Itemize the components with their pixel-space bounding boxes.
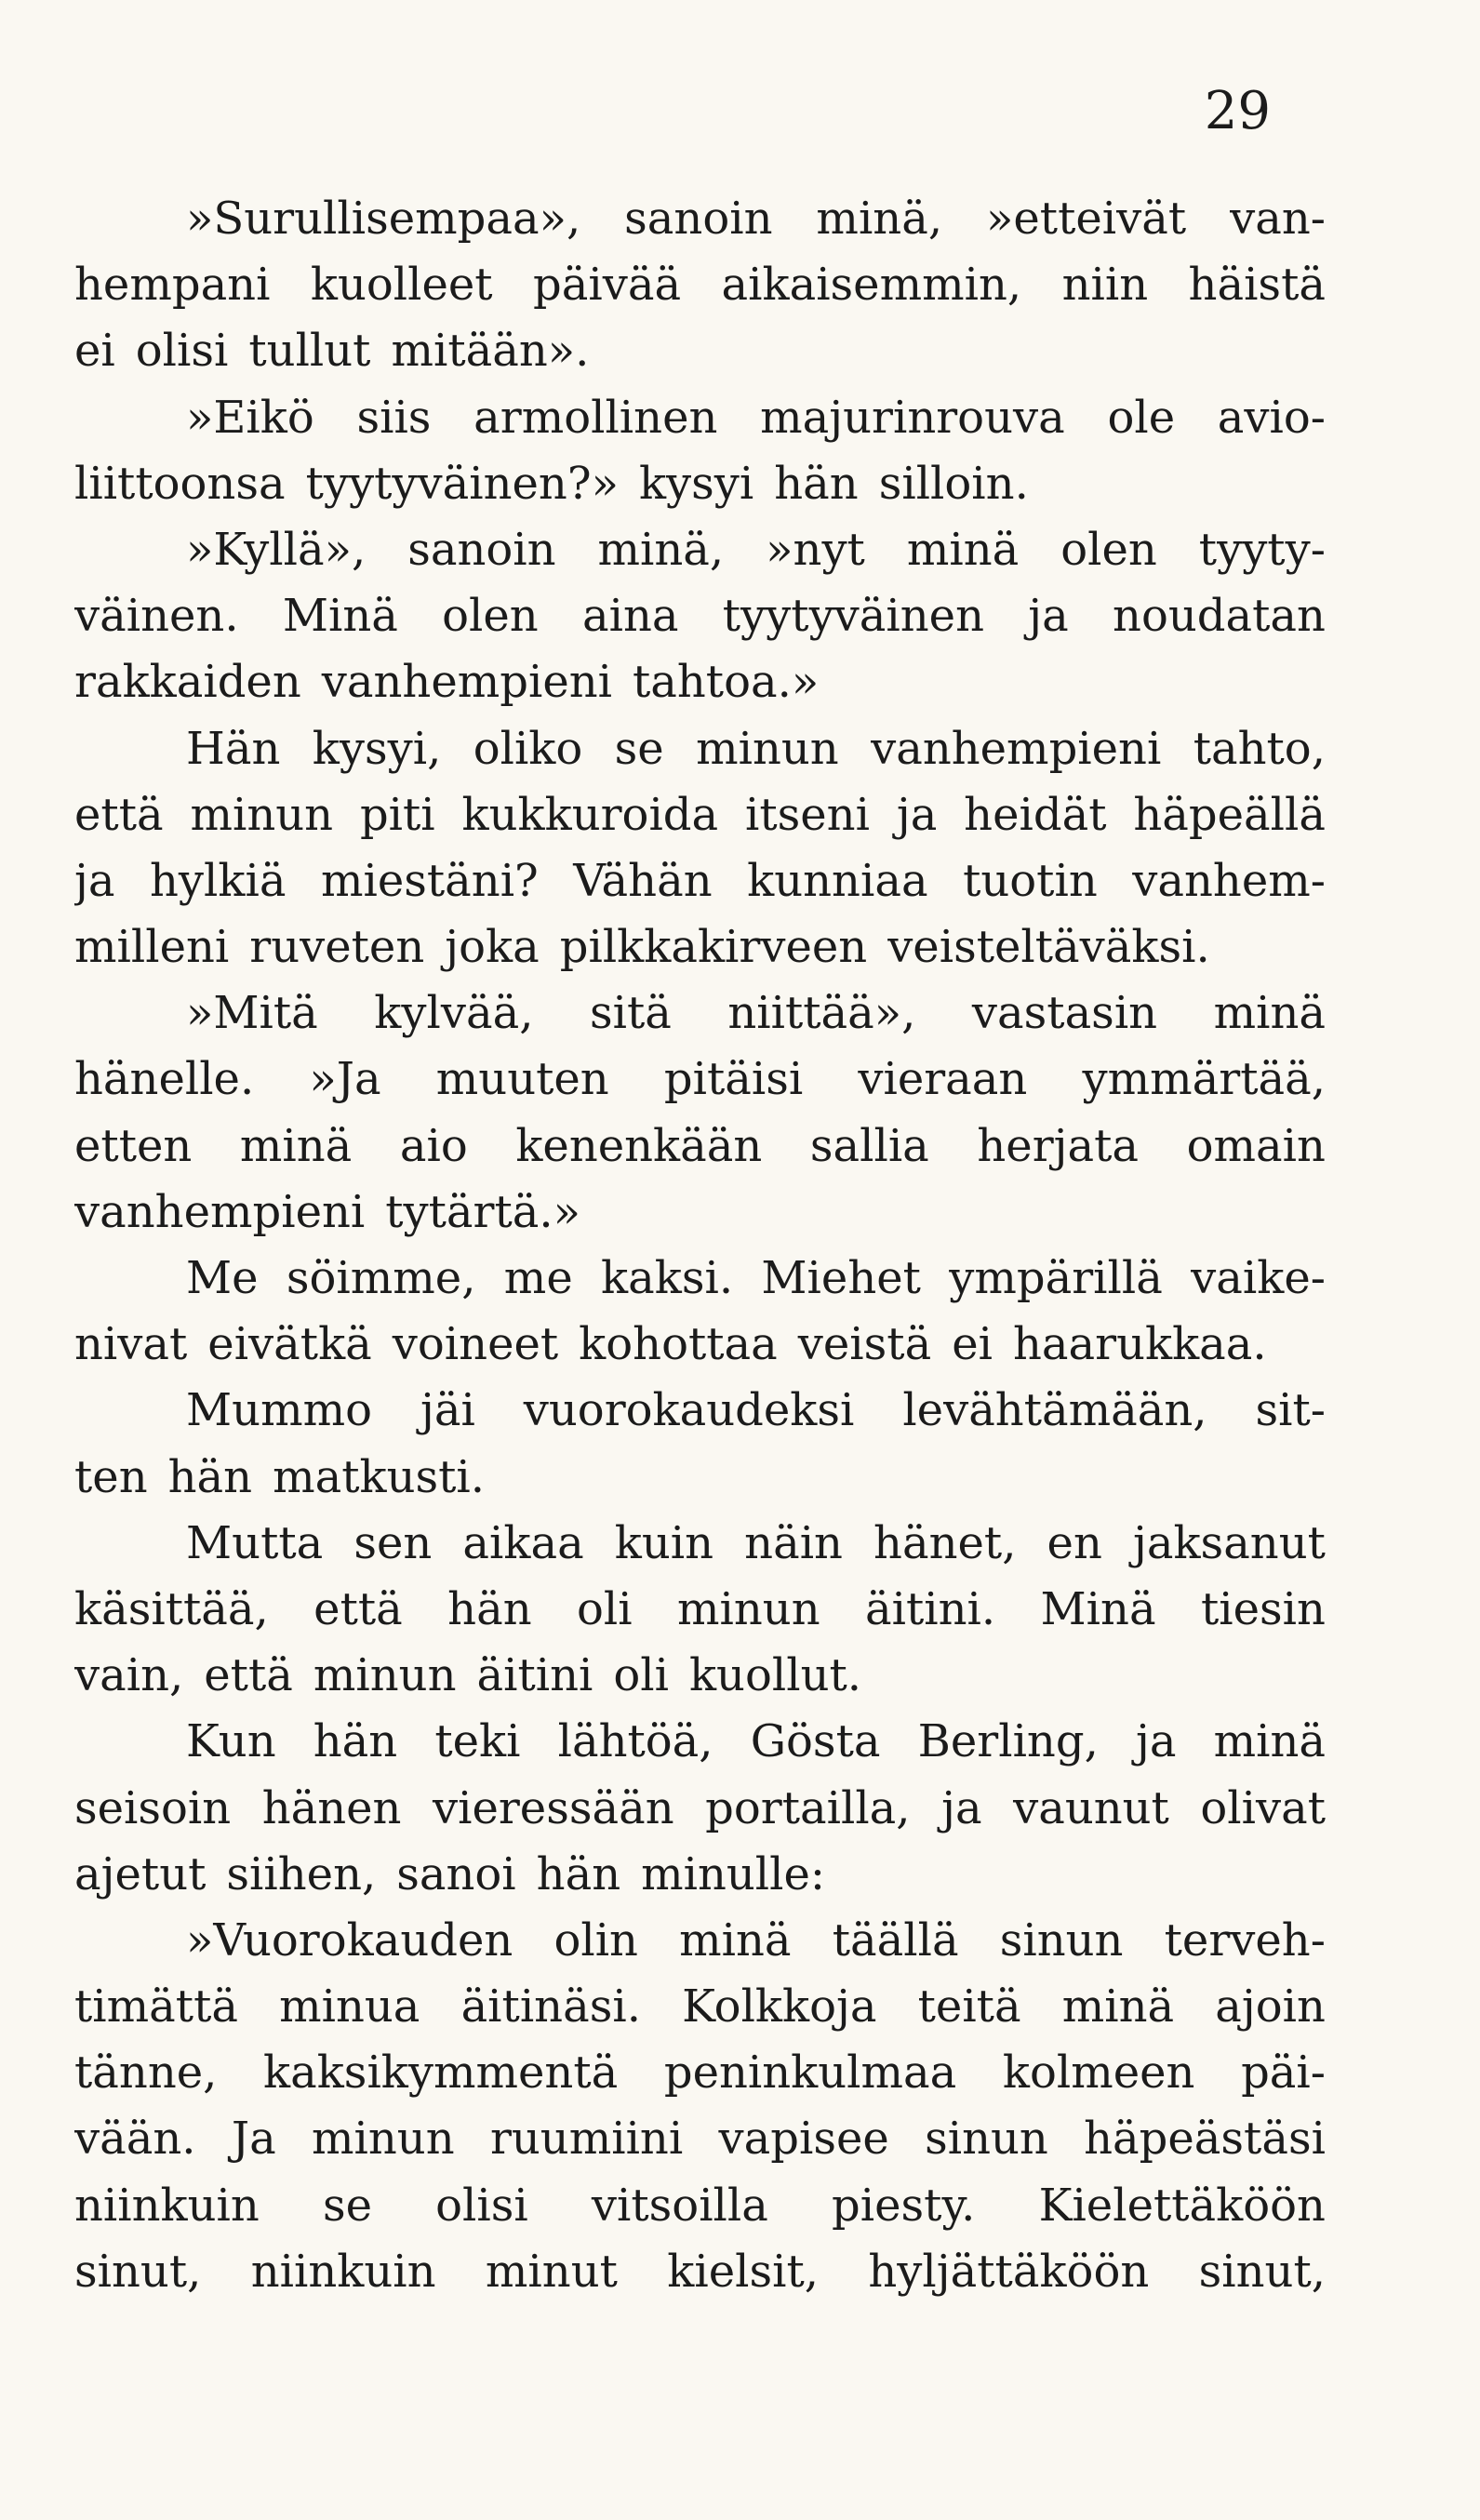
- word: heidät: [964, 788, 1107, 841]
- word: jaksanut: [1132, 1516, 1326, 1569]
- word: ei: [952, 1318, 993, 1371]
- word: minut: [485, 2245, 618, 2298]
- word: olivat: [1200, 1781, 1326, 1834]
- word: niittää»,: [727, 987, 916, 1040]
- word: minä: [239, 1119, 353, 1172]
- word: hän: [447, 1582, 532, 1635]
- word: päi-: [1241, 2047, 1326, 2100]
- text-line: [74, 252, 1326, 318]
- word: vaike-: [1191, 1252, 1326, 1304]
- word: Mutta: [186, 1516, 324, 1569]
- word: veisteltäväksi.: [887, 921, 1210, 974]
- text-line: [74, 1776, 1326, 1842]
- word: olen: [442, 590, 539, 643]
- text-line: [74, 782, 1326, 848]
- word: sen: [353, 1516, 433, 1569]
- word: oli: [577, 1582, 633, 1635]
- word: ja: [941, 1781, 982, 1834]
- word: piesty.: [832, 2179, 976, 2232]
- word: Me: [186, 1252, 259, 1304]
- word: äitinäsi.: [460, 1980, 641, 2033]
- word: tahto,: [1193, 722, 1326, 775]
- word: Hän: [186, 722, 281, 775]
- word: päivää: [533, 259, 682, 312]
- word: se: [322, 2179, 372, 2232]
- word: ruveten: [249, 921, 425, 974]
- text-line: [74, 1842, 1326, 1908]
- word: näin: [744, 1516, 843, 1569]
- word: tiesin: [1200, 1582, 1326, 1635]
- word: siis: [356, 391, 432, 444]
- text-line: [74, 583, 1326, 649]
- word: tahtoa.»: [632, 656, 820, 709]
- word: joka: [445, 921, 540, 974]
- word: aikaa: [462, 1516, 584, 1569]
- word: häpeästäsi: [1084, 2113, 1326, 2166]
- word: minä: [1213, 987, 1326, 1040]
- word: hyljättäköön: [868, 2245, 1150, 2298]
- text-line: [74, 186, 1326, 252]
- word: kuolleet: [310, 259, 493, 312]
- word: olisi: [435, 2179, 528, 2232]
- word: ymmärtää,: [1082, 1053, 1326, 1106]
- word: vanhempieni: [871, 722, 1162, 775]
- word: minä: [1061, 1980, 1175, 2033]
- word: ympärillä: [949, 1252, 1163, 1304]
- text-line: [74, 1445, 1326, 1511]
- word: piti: [359, 788, 435, 841]
- word: käsittää,: [74, 1582, 269, 1635]
- text-line: [74, 980, 1326, 1047]
- word: minun: [190, 788, 334, 841]
- word: omain: [1186, 1119, 1326, 1172]
- word: vapisee: [718, 2113, 889, 2166]
- word: olin: [553, 1913, 638, 1967]
- word: hänelle.: [74, 1053, 255, 1106]
- text-line: [74, 1378, 1326, 1444]
- word: oliko: [473, 722, 583, 775]
- word: kolmeen: [1002, 2047, 1195, 2100]
- text-line: [74, 1047, 1326, 1113]
- word: vuorokaudeksi: [523, 1384, 855, 1437]
- word: siihen,: [226, 1847, 377, 1900]
- word: että: [204, 1649, 293, 1702]
- word: äitini.: [865, 1582, 996, 1635]
- word: vanhem-: [1132, 854, 1326, 907]
- word: äitini: [476, 1649, 593, 1702]
- text-line: [74, 1113, 1326, 1180]
- word: kaksi.: [601, 1252, 734, 1304]
- word: milleni: [74, 921, 230, 974]
- word: ja: [74, 854, 115, 907]
- word: vain,: [74, 1649, 184, 1702]
- word: ajetut: [74, 1847, 207, 1900]
- word: kysyi,: [312, 722, 442, 775]
- word: lähtöä,: [557, 1715, 713, 1768]
- word: hänet,: [873, 1516, 1017, 1569]
- word: hänen: [261, 1781, 402, 1834]
- word: hän: [774, 457, 859, 510]
- word: vitsoilla: [591, 2179, 768, 2232]
- word: ja: [1028, 590, 1069, 643]
- word: peninkulmaa: [663, 2047, 957, 2100]
- word: sanoi: [396, 1847, 516, 1900]
- text-line: [74, 318, 1326, 384]
- word: kylvää,: [374, 987, 534, 1040]
- word: muuten: [435, 1053, 609, 1106]
- text-line: [74, 1577, 1326, 1643]
- word: sallia: [809, 1119, 929, 1172]
- text-line: [74, 716, 1326, 782]
- word: armollinen: [473, 391, 718, 444]
- word: että: [313, 1582, 403, 1635]
- word: että: [74, 788, 164, 841]
- word: sit-: [1255, 1384, 1326, 1437]
- word: eivätkä: [207, 1318, 372, 1371]
- word: söimme,: [286, 1252, 476, 1304]
- word: sinut,: [74, 2245, 202, 2298]
- word: haarukkaa.: [1012, 1318, 1267, 1371]
- word: Kielettäköön: [1038, 2179, 1326, 2232]
- word: niinkuin: [250, 2245, 436, 2298]
- word: sanoin: [624, 193, 773, 245]
- word: Vähän: [573, 854, 713, 907]
- word: kenenkään: [515, 1119, 763, 1172]
- word: mitään».: [391, 325, 590, 378]
- word: »Kyllä»,: [186, 523, 367, 576]
- word: oli: [613, 1649, 669, 1702]
- word: pilkkakirveen: [559, 921, 868, 974]
- word: timättä: [74, 1980, 238, 2033]
- word: hän: [313, 1715, 398, 1768]
- body-text: [74, 186, 1326, 2305]
- word: nivat: [74, 1318, 188, 1371]
- word: tyyty-: [1198, 523, 1326, 576]
- word: miestäni?: [320, 854, 539, 907]
- text-line: [74, 517, 1326, 583]
- word: pitäisi: [663, 1053, 804, 1106]
- word: itseni: [745, 788, 870, 841]
- word: ei: [74, 325, 115, 378]
- word: tyytyväinen: [722, 590, 984, 643]
- word: tullut: [248, 325, 371, 378]
- word: minulle:: [641, 1847, 826, 1900]
- text-line: [74, 914, 1326, 980]
- word: »Ja: [309, 1053, 381, 1106]
- text-line: [74, 1180, 1326, 1246]
- word: veistä: [797, 1318, 932, 1371]
- word: minä,: [597, 523, 725, 576]
- word: portailla,: [705, 1781, 911, 1834]
- word: ja: [1135, 1715, 1177, 1768]
- word: avio-: [1217, 391, 1326, 444]
- word: Minä: [1040, 1582, 1156, 1635]
- word: minun: [313, 1649, 457, 1702]
- word: ajoin: [1215, 1980, 1326, 2033]
- word: olen: [1060, 523, 1157, 576]
- word: »Mitä: [186, 987, 318, 1040]
- word: aio: [399, 1119, 468, 1172]
- word: »Vuorokauden: [186, 1913, 513, 1967]
- text-line: [74, 1643, 1326, 1709]
- word: häistä: [1188, 259, 1326, 312]
- word: Kolkkoja: [682, 1980, 877, 2033]
- word: ruumiini: [489, 2113, 684, 2166]
- word: »etteivät: [986, 193, 1187, 245]
- word: Miehet: [761, 1252, 921, 1304]
- text-line: [74, 848, 1326, 914]
- word: van-: [1230, 193, 1326, 245]
- word: kaksikymmentä: [263, 2047, 619, 2100]
- word: vaunut: [1013, 1781, 1169, 1834]
- word: väinen.: [74, 590, 239, 643]
- word: silloin.: [878, 457, 1029, 510]
- word: teki: [434, 1715, 521, 1768]
- word: olisi: [135, 325, 229, 378]
- word: tyytyväinen?»: [305, 457, 619, 510]
- word: voineet: [392, 1318, 559, 1371]
- word: aikaisemmin,: [721, 259, 1022, 312]
- word: niinkuin: [74, 2179, 260, 2232]
- text-line: [74, 451, 1326, 517]
- word: vastasin: [971, 987, 1158, 1040]
- word: Ja: [231, 2113, 276, 2166]
- word: rakkaiden: [74, 656, 301, 709]
- word: levähtämään,: [902, 1384, 1207, 1437]
- word: ole: [1107, 391, 1176, 444]
- word: »nyt: [766, 523, 865, 576]
- text-line: [74, 385, 1326, 451]
- word: niin: [1061, 259, 1149, 312]
- word: minun: [677, 1582, 820, 1635]
- word: minä: [1213, 1715, 1326, 1768]
- word: häpeällä: [1133, 788, 1326, 841]
- word: tytärtä.»: [385, 1185, 581, 1238]
- word: herjata: [977, 1119, 1140, 1172]
- word: minä,: [816, 193, 943, 245]
- word: Gösta: [750, 1715, 881, 1768]
- word: me: [503, 1252, 573, 1304]
- word: vään.: [74, 2113, 196, 2166]
- word: hempani: [74, 259, 271, 312]
- text-line: [74, 2239, 1326, 2305]
- word: vieressään: [432, 1781, 674, 1834]
- word: sitä: [589, 987, 672, 1040]
- word: aina: [581, 590, 679, 643]
- word: ten: [74, 1450, 148, 1503]
- text-line: [74, 1511, 1326, 1577]
- word: minun: [696, 722, 839, 775]
- text-line: [74, 2040, 1326, 2106]
- word: teitä: [917, 1980, 1021, 2033]
- word: sinun: [925, 2113, 1048, 2166]
- word: kuin: [614, 1516, 714, 1569]
- word: sinun: [999, 1913, 1124, 1967]
- word: sinut,: [1198, 2245, 1326, 2298]
- word: etten: [74, 1119, 193, 1172]
- word: vanhempieni: [321, 656, 612, 709]
- word: »Surullisempaa»,: [186, 193, 581, 245]
- word: täällä: [832, 1913, 959, 1967]
- word: tänne,: [74, 2047, 218, 2100]
- text-line: [74, 649, 1326, 715]
- word: majurinrouva: [760, 391, 1065, 444]
- word: minä: [679, 1913, 792, 1967]
- text-line: [74, 1908, 1326, 1974]
- text-line: [74, 2106, 1326, 2172]
- word: terveh-: [1164, 1913, 1326, 1967]
- text-line: [74, 1974, 1326, 2040]
- word: »Eikö: [186, 391, 314, 444]
- word: ja: [896, 788, 938, 841]
- word: Kun: [186, 1715, 276, 1768]
- word: se: [614, 722, 664, 775]
- text-line: [74, 1246, 1326, 1312]
- word: kohottaa: [579, 1318, 778, 1371]
- word: kukkuroida: [461, 788, 719, 841]
- text-line: [74, 1312, 1326, 1378]
- word: Mummo: [186, 1384, 372, 1437]
- text-line: [74, 2173, 1326, 2239]
- word: hän: [167, 1450, 253, 1503]
- word: jäi: [420, 1384, 475, 1437]
- word: Minä: [282, 590, 398, 643]
- word: seisoin: [74, 1781, 232, 1834]
- word: hylkiä: [150, 854, 287, 907]
- word: minä: [906, 523, 1020, 576]
- word: kuollut.: [688, 1649, 862, 1702]
- word: vanhempieni: [74, 1185, 366, 1238]
- word: minun: [312, 2113, 455, 2166]
- word: sanoin: [407, 523, 556, 576]
- word: kielsit,: [667, 2245, 819, 2298]
- word: tuotin: [963, 854, 1098, 907]
- word: liittoonsa: [74, 457, 286, 510]
- word: en: [1047, 1516, 1102, 1569]
- word: minua: [279, 1980, 420, 2033]
- word: kunniaa: [747, 854, 928, 907]
- word: vieraan: [858, 1053, 1028, 1106]
- text-line: [74, 1709, 1326, 1775]
- word: hän: [536, 1847, 621, 1900]
- word: matkusti.: [273, 1450, 486, 1503]
- word: noudatan: [1113, 590, 1326, 643]
- word: Berling,: [917, 1715, 1099, 1768]
- word: kysyi: [638, 457, 754, 510]
- page-number: 29: [1204, 81, 1271, 141]
